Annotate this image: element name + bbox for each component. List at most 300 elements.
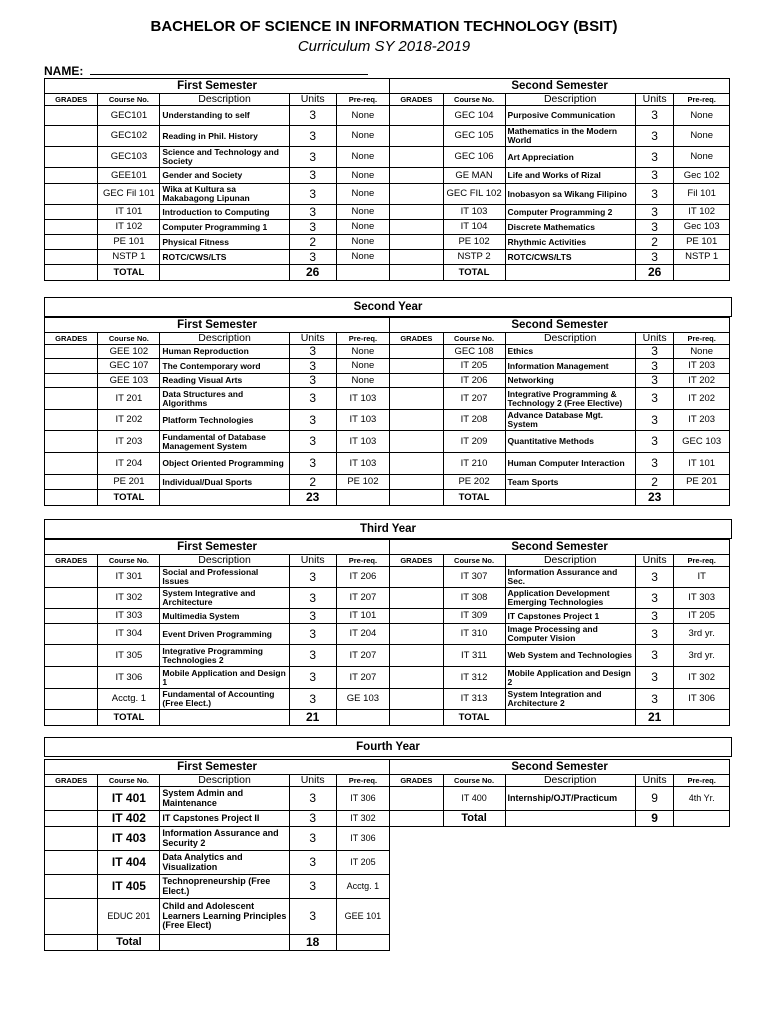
course-prereq: IT 103: [336, 410, 389, 431]
course-units: 3: [289, 609, 336, 624]
grade-cell[interactable]: [390, 787, 443, 811]
course-code: IT 402: [98, 811, 160, 827]
grade-cell[interactable]: [45, 235, 98, 250]
course-prereq: IT 306: [336, 827, 389, 851]
course-code: GEC101: [98, 106, 160, 126]
course-description: Purposive Communication: [505, 106, 635, 126]
grade-cell[interactable]: [45, 106, 98, 126]
course-prereq: 4th Yr.: [674, 787, 730, 811]
name-input-line[interactable]: [90, 64, 368, 75]
course-code: PE 101: [98, 235, 160, 250]
course-description: IT Capstones Project II: [160, 811, 289, 827]
units-header: Units: [635, 333, 673, 345]
course-row: [45, 431, 730, 453]
course-units: 3: [289, 250, 336, 265]
course-row: [45, 359, 730, 374]
course-prereq: None: [336, 235, 389, 250]
first-semester-total-units: 23: [289, 490, 336, 506]
grade-cell[interactable]: [390, 689, 443, 710]
description-header: Description: [505, 555, 635, 567]
course-units: 3: [635, 388, 673, 410]
grade-cell[interactable]: [45, 475, 98, 490]
blank-area: [390, 827, 730, 951]
prereq-header: Pre-req.: [336, 555, 389, 567]
course-description: Understanding to self: [160, 106, 289, 126]
grade-cell[interactable]: [45, 875, 98, 899]
course-description: Rhythmic Activities: [505, 235, 635, 250]
grade-cell[interactable]: [45, 624, 98, 645]
name-field-row: [44, 64, 368, 78]
semester-total-label: TOTAL: [443, 710, 505, 726]
grade-cell[interactable]: [390, 168, 443, 184]
description-header: Description: [505, 94, 635, 106]
grade-cell[interactable]: [45, 345, 98, 359]
semester-total-label: Total: [98, 935, 160, 951]
grade-cell[interactable]: [390, 431, 443, 453]
course-code: PE 201: [98, 475, 160, 490]
course-code: IT 309: [443, 609, 505, 624]
grade-cell[interactable]: [45, 899, 98, 935]
document-subtitle: Curriculum SY 2018-2019: [297, 38, 471, 55]
course-description: Mobile Application and Design 2: [505, 667, 635, 689]
course-row: [45, 453, 730, 475]
grade-cell[interactable]: [45, 184, 98, 205]
course-units: 3: [289, 667, 336, 689]
course-units: 3: [289, 184, 336, 205]
course-no-header: Course No.: [443, 775, 505, 787]
total-row: [45, 490, 730, 506]
course-code: PE 102: [443, 235, 505, 250]
description-header: Description: [160, 775, 289, 787]
course-description: Mobile Application and Design 1: [160, 667, 289, 689]
course-description: Human Computer Interaction: [505, 453, 635, 475]
prereq-header: Pre-req.: [336, 94, 389, 106]
units-header: Units: [289, 775, 336, 787]
grade-cell[interactable]: [390, 374, 443, 388]
course-code: GEC 105: [443, 126, 505, 147]
course-units: 3: [289, 431, 336, 453]
grade-cell[interactable]: [45, 359, 98, 374]
grade-cell[interactable]: [45, 431, 98, 453]
second-year-table: [44, 317, 730, 506]
grades-header: GRADES: [390, 333, 443, 345]
course-units: 3: [289, 787, 336, 811]
document-title: BACHELOR OF SCIENCE IN INFORMATION TECHNOLOGY (BSIT): [150, 18, 618, 35]
empty-cell: [336, 265, 389, 281]
course-prereq: IT 202: [674, 374, 730, 388]
course-description: System Integrative and Architecture: [160, 588, 289, 609]
course-no-header: Course No.: [443, 555, 505, 567]
course-code: IT 308: [443, 588, 505, 609]
grade-cell[interactable]: [45, 168, 98, 184]
course-description: Fundamental of Accounting (Free Elect.): [160, 689, 289, 710]
course-prereq: IT: [674, 567, 730, 588]
course-code: IT 404: [98, 851, 160, 875]
grade-cell[interactable]: [45, 374, 98, 388]
course-prereq: None: [336, 126, 389, 147]
course-prereq: IT 303: [674, 588, 730, 609]
grade-cell[interactable]: [390, 567, 443, 588]
empty-cell: [505, 710, 635, 726]
course-code: IT 207: [443, 388, 505, 410]
empty-cell: [336, 935, 389, 951]
course-prereq: None: [336, 168, 389, 184]
course-prereq: None: [336, 374, 389, 388]
course-prereq: Acctg. 1: [336, 875, 389, 899]
grade-cell[interactable]: [45, 851, 98, 875]
course-description: Internship/OJT/Practicum: [505, 787, 635, 811]
course-code: GEC Fil 101: [98, 184, 160, 205]
course-description: Introduction to Computing: [160, 205, 289, 220]
grade-cell[interactable]: [390, 235, 443, 250]
course-units: 3: [289, 147, 336, 168]
grade-cell[interactable]: [390, 345, 443, 359]
course-prereq: IT 101: [674, 453, 730, 475]
grades-header: GRADES: [45, 333, 98, 345]
course-units: 3: [635, 147, 673, 168]
course-description: Event Driven Programming: [160, 624, 289, 645]
grade-cell: [390, 811, 443, 827]
course-row: [45, 811, 730, 827]
course-prereq: IT 306: [674, 689, 730, 710]
grade-cell[interactable]: [45, 811, 98, 827]
course-description: Multimedia System: [160, 609, 289, 624]
grade-cell[interactable]: [45, 567, 98, 588]
course-code: IT 104: [443, 220, 505, 235]
course-units: 3: [289, 359, 336, 374]
course-units: 3: [635, 588, 673, 609]
semester-total-label: Total: [443, 811, 505, 827]
course-units: 3: [289, 689, 336, 710]
total-row: [45, 265, 730, 281]
course-code: IT 401: [98, 787, 160, 811]
third-year-heading: Third Year: [44, 519, 732, 539]
course-prereq: PE 201: [674, 475, 730, 490]
course-code: GEE101: [98, 168, 160, 184]
course-description: ROTC/CWS/LTS: [160, 250, 289, 265]
course-prereq: PE 102: [336, 475, 389, 490]
grade-cell[interactable]: [45, 220, 98, 235]
grade-cell[interactable]: [45, 588, 98, 609]
course-description: Technopreneurship (Free Elect.): [160, 875, 289, 899]
units-header: Units: [635, 775, 673, 787]
course-code: IT 210: [443, 453, 505, 475]
semester-total-label: TOTAL: [443, 265, 505, 281]
course-prereq: IT 207: [336, 667, 389, 689]
grade-cell[interactable]: [45, 689, 98, 710]
course-prereq: None: [336, 205, 389, 220]
grade-cell[interactable]: [45, 645, 98, 667]
grade-cell[interactable]: [45, 147, 98, 168]
course-prereq: IT 302: [674, 667, 730, 689]
course-code: IT 208: [443, 410, 505, 431]
description-header: Description: [160, 555, 289, 567]
course-code: GEC 107: [98, 359, 160, 374]
third-year-table: [44, 539, 730, 726]
course-no-header: Course No.: [98, 775, 160, 787]
course-row: [45, 345, 730, 359]
column-header-row: [45, 775, 730, 787]
grade-cell[interactable]: [390, 250, 443, 265]
empty-cell: [160, 490, 289, 506]
course-row: [45, 106, 730, 126]
course-description: Ethics: [505, 345, 635, 359]
course-prereq: None: [336, 250, 389, 265]
fourth-year-table: [44, 759, 730, 951]
course-units: 3: [635, 126, 673, 147]
course-description: Integrative Programming & Technology 2 (Free Elective): [505, 388, 635, 410]
grade-cell[interactable]: [390, 106, 443, 126]
course-code: IT 203: [98, 431, 160, 453]
course-prereq: IT 102: [674, 205, 730, 220]
course-code: IT 311: [443, 645, 505, 667]
second-semester-label: Second Semester: [390, 540, 730, 555]
course-units: 3: [635, 431, 673, 453]
course-prereq: IT 103: [336, 431, 389, 453]
grade-cell[interactable]: [45, 609, 98, 624]
second-year-heading: Second Year: [44, 297, 732, 317]
course-description: Gender and Society: [160, 168, 289, 184]
course-code: IT 201: [98, 388, 160, 410]
course-code: GE MAN: [443, 168, 505, 184]
course-row: [45, 689, 730, 710]
course-description: Physical Fitness: [160, 235, 289, 250]
course-description: Platform Technologies: [160, 410, 289, 431]
units-header: Units: [289, 94, 336, 106]
first-semester-label: First Semester: [45, 79, 390, 94]
course-units: 3: [289, 811, 336, 827]
empty-cell: [505, 811, 635, 827]
course-prereq: IT 306: [336, 787, 389, 811]
course-description: Image Processing and Computer Vision: [505, 624, 635, 645]
grade-cell[interactable]: [390, 609, 443, 624]
course-units: 3: [289, 827, 336, 851]
course-units: 3: [289, 588, 336, 609]
course-prereq: None: [336, 106, 389, 126]
course-units: 3: [289, 374, 336, 388]
course-row: [45, 184, 730, 205]
course-units: 3: [289, 205, 336, 220]
semester-total-label: TOTAL: [443, 490, 505, 506]
course-prereq: IT 205: [674, 609, 730, 624]
grade-cell[interactable]: [390, 388, 443, 410]
description-header: Description: [505, 775, 635, 787]
course-prereq: None: [336, 147, 389, 168]
grade-cell[interactable]: [390, 453, 443, 475]
prereq-header: Pre-req.: [674, 94, 730, 106]
course-no-header: Course No.: [98, 94, 160, 106]
course-row: [45, 787, 730, 811]
course-row: [45, 645, 730, 667]
course-prereq: IT 101: [336, 609, 389, 624]
course-code: IT 301: [98, 567, 160, 588]
course-description: Quantitative Methods: [505, 431, 635, 453]
course-code: IT 307: [443, 567, 505, 588]
second-semester-label: Second Semester: [390, 318, 730, 333]
course-description: Object Oriented Programming: [160, 453, 289, 475]
grades-header: GRADES: [390, 555, 443, 567]
first-semester-total-units: 18: [289, 935, 336, 951]
grade-cell[interactable]: [390, 645, 443, 667]
course-code: IT 205: [443, 359, 505, 374]
course-code: GEE 102: [98, 345, 160, 359]
course-description: Wika at Kultura sa Makabagong Lipunan: [160, 184, 289, 205]
second-semester-total-units: 23: [635, 490, 673, 506]
course-description: Reading in Phil. History: [160, 126, 289, 147]
grade-cell[interactable]: [390, 624, 443, 645]
course-no-header: Course No.: [443, 333, 505, 345]
grade-cell[interactable]: [390, 588, 443, 609]
course-units: 3: [635, 184, 673, 205]
course-description: Data Analytics and Visualization: [160, 851, 289, 875]
column-header-row: [45, 333, 730, 345]
course-units: 3: [289, 106, 336, 126]
course-prereq: Gec 103: [674, 220, 730, 235]
grade-cell[interactable]: [390, 147, 443, 168]
course-row: [45, 126, 730, 147]
grades-header: GRADES: [45, 775, 98, 787]
course-prereq: None: [674, 345, 730, 359]
course-code: IT 101: [98, 205, 160, 220]
course-prereq: NSTP 1: [674, 250, 730, 265]
description-header: Description: [505, 333, 635, 345]
grade-cell[interactable]: [45, 388, 98, 410]
grade-cell: [45, 490, 98, 506]
prereq-header: Pre-req.: [674, 333, 730, 345]
course-prereq: Fil 101: [674, 184, 730, 205]
column-header-row: [45, 555, 730, 567]
course-code: IT 302: [98, 588, 160, 609]
grade-cell[interactable]: [45, 205, 98, 220]
course-description: Web System and Technologies: [505, 645, 635, 667]
course-units: 3: [635, 453, 673, 475]
course-units: 3: [635, 609, 673, 624]
course-code: GEC103: [98, 147, 160, 168]
grade-cell: [45, 265, 98, 281]
description-header: Description: [160, 94, 289, 106]
first-semester-total-units: 21: [289, 710, 336, 726]
grade-cell[interactable]: [390, 205, 443, 220]
column-header-row: [45, 94, 730, 106]
description-header: Description: [160, 333, 289, 345]
units-header: Units: [289, 555, 336, 567]
course-description: Social and Professional Issues: [160, 567, 289, 588]
course-prereq: IT 206: [336, 567, 389, 588]
course-prereq: IT 302: [336, 811, 389, 827]
prereq-header: Pre-req.: [674, 555, 730, 567]
course-units: 3: [635, 205, 673, 220]
course-units: 3: [635, 410, 673, 431]
grade-cell[interactable]: [45, 250, 98, 265]
semester-header-row: [45, 540, 730, 555]
total-row: [45, 710, 730, 726]
grade-cell[interactable]: [390, 667, 443, 689]
grade-cell: [390, 490, 443, 506]
course-units: 2: [635, 475, 673, 490]
grades-header: GRADES: [45, 94, 98, 106]
course-code: GEC FIL 102: [443, 184, 505, 205]
course-units: 3: [289, 851, 336, 875]
course-units: 3: [635, 359, 673, 374]
course-code: NSTP 1: [98, 250, 160, 265]
course-prereq: IT 207: [336, 588, 389, 609]
course-code: IT 310: [443, 624, 505, 645]
course-units: 3: [289, 126, 336, 147]
course-code: IT 403: [98, 827, 160, 851]
grade-cell: [390, 265, 443, 281]
course-units: 3: [289, 645, 336, 667]
course-description: Individual/Dual Sports: [160, 475, 289, 490]
grade-cell[interactable]: [45, 126, 98, 147]
grade-cell[interactable]: [45, 667, 98, 689]
course-description: Science and Technology and Society: [160, 147, 289, 168]
course-prereq: None: [336, 184, 389, 205]
course-code: NSTP 2: [443, 250, 505, 265]
grade-cell[interactable]: [45, 787, 98, 811]
first-semester-label: First Semester: [45, 760, 390, 775]
second-semester-label: Second Semester: [390, 79, 730, 94]
course-units: 3: [635, 689, 673, 710]
grade-cell[interactable]: [45, 827, 98, 851]
grades-header: GRADES: [390, 775, 443, 787]
course-units: 3: [635, 624, 673, 645]
course-prereq: IT 103: [336, 453, 389, 475]
grade-cell[interactable]: [390, 220, 443, 235]
course-row: [45, 235, 730, 250]
course-description: Reading Visual Arts: [160, 374, 289, 388]
course-row: [45, 410, 730, 431]
course-code: IT 400: [443, 787, 505, 811]
empty-cell: [336, 710, 389, 726]
course-description: Integrative Programming Technologies 2: [160, 645, 289, 667]
grade-cell[interactable]: [390, 475, 443, 490]
course-row: [45, 475, 730, 490]
grade-cell: [45, 710, 98, 726]
course-code: IT 102: [98, 220, 160, 235]
course-prereq: GEE 101: [336, 899, 389, 935]
course-units: 3: [289, 624, 336, 645]
empty-cell: [674, 710, 730, 726]
second-semester-total-units: 21: [635, 710, 673, 726]
course-prereq: None: [336, 359, 389, 374]
grade-cell[interactable]: [390, 359, 443, 374]
grade-cell[interactable]: [390, 184, 443, 205]
course-row: [45, 827, 730, 851]
course-units: 3: [635, 220, 673, 235]
course-prereq: IT 103: [336, 388, 389, 410]
grade-cell[interactable]: [45, 453, 98, 475]
course-prereq: None: [674, 147, 730, 168]
empty-cell: [505, 265, 635, 281]
grade-cell: [45, 935, 98, 951]
course-units: 3: [635, 106, 673, 126]
grade-cell[interactable]: [45, 410, 98, 431]
course-code: Acctg. 1: [98, 689, 160, 710]
course-row: [45, 609, 730, 624]
course-units: 3: [635, 250, 673, 265]
grade-cell[interactable]: [390, 126, 443, 147]
course-row: [45, 147, 730, 168]
course-description: Inobasyon sa Wikang Filipino: [505, 184, 635, 205]
empty-cell: [505, 490, 635, 506]
grade-cell[interactable]: [390, 410, 443, 431]
course-description: Data Structures and Algorithms: [160, 388, 289, 410]
grades-header: GRADES: [45, 555, 98, 567]
course-units: 3: [635, 567, 673, 588]
course-code: GEC 106: [443, 147, 505, 168]
semester-total-label: TOTAL: [98, 490, 160, 506]
course-no-header: Course No.: [98, 333, 160, 345]
